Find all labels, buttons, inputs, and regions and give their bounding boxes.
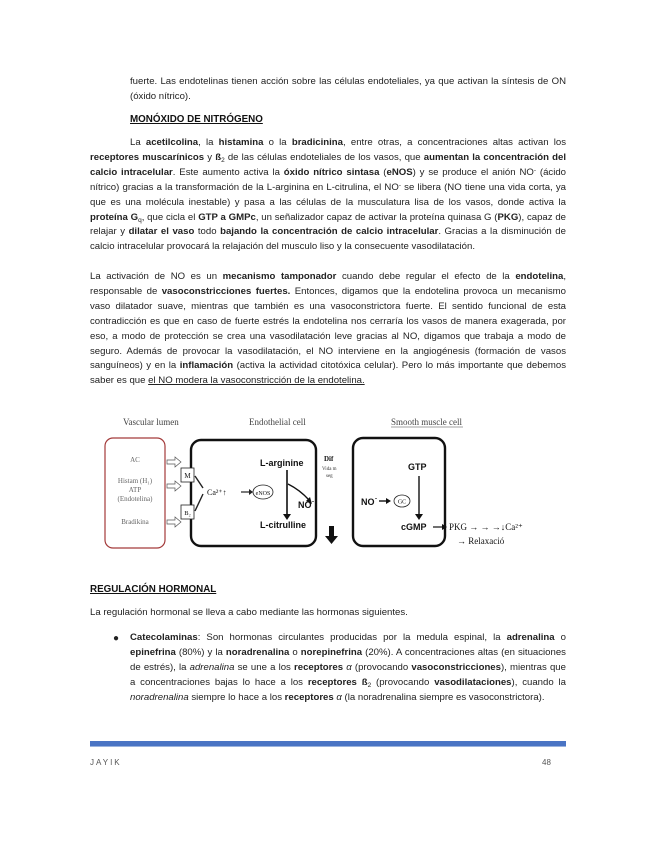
stimulus-bradykinin: Bradikina [121, 518, 149, 526]
svg-text:B₂: B₂ [184, 510, 191, 517]
label-smooth-muscle-cell: Smooth muscle cell [391, 417, 462, 427]
vida-label: Vida m [322, 467, 337, 472]
bullet-catecholamines: Catecolaminas: Son hormonas circulantes producidas por la medula espinal, la adrenalina o epinefrina (80%) y la noradrenalina o norepinefrina (20%). A concentraciones altas (en situaciones de estrés), la adrenalina se une a los receptores α (provocando vasoconstricciones), mientras que a concentraciones bajas lo hace a los receptores $ß_2$ (provocando vasodilataciones), cuando la noradrenalina siempre lo hace a los receptores α (la noradrenalina siempre es vasoconstrictora). [130, 632, 566, 703]
gtp-label: GTP [408, 462, 427, 472]
footer-rule-light [90, 746, 566, 747]
smooth-muscle-cell-box [353, 438, 445, 546]
no-smooth-label: NO˙ [361, 497, 378, 507]
section-heading-hormonal: REGULACIÓN HORMONAL [90, 584, 217, 595]
stimulus-endothelin: (Endotelina) [117, 495, 153, 503]
calcium-label: Ca²⁺↑ [207, 488, 227, 497]
svg-text:M: M [184, 472, 191, 480]
paragraph-endothelin-buffer: La activación de NO es un mecanismo tamponador cuando debe regular el efecto de la endotelina, responsable de vasoconstricciones fuertes. Entonces, digamos que la endotelina provoca un mecanismo vaso dilatador suave, mientras que también es una vasoconstrictora fuerte. El sentido funcional de esta contradicción es que en caso de fuerte estrés la endotelina nos cerraría los vasos de manera exagerada, por eso, a modo de protección se crea una vasodilatación leve gracias al NO, digamos que trabaja a modo de seguro. Además de provocar la vasodilatación, el NO interviene en la angiogénesis (formación de vasos sanguíneos) y en la inflamación (activa la actividad citotóxica celular). Pero lo más importante que debemos saber es que el NO modera la vasoconstricción de la endotelina. [90, 271, 566, 387]
down-arrow-head [325, 536, 338, 544]
label-vascular-lumen: Vascular lumen [123, 417, 179, 427]
section-heading-no: MONÓXIDO DE NITRÓGENO [130, 114, 263, 125]
stimulus-ac: AC [130, 456, 140, 464]
no-endothelial-label: NO˙ [298, 500, 315, 510]
paragraph-nitric-oxide: La acetilcolina, la histamina o la bradicinina, entre otras, a concentraciones altas activan los receptores muscarínicos y $ß_2$ de las células endoteliales de los vasos, que aumentan la concentración del calcio intracelular. Este aumento activa la óxido nítrico sintasa (eNOS) y se produce el anión NO- (ácido nítrico) gracias a la transformación de la L-arginina en L-citrulina, el NO- se libera (NO tiene una vida corta, ya que es una molécula inestable) y pasa a las células de la musculatura lisa de los vasos, donde activa la proteína $G_q$, que cicla el GTP a GMPc, un señalizador capaz de activar la proteína quinasa G (PKG), capaz de relajar y dilatar el vaso todo bajando la concentración de calcio intracelular. Gracias a la disminución de calcio intracelular provocará la relajación del musculo liso y la consecuente vasodilatación. [90, 137, 567, 253]
continuation-paragraph: fuerte. Las endotelinas tienen acción sobre las células endoteliales, ya que activan la síntesis de ON (óxido nítrico). [130, 76, 566, 102]
label-endothelial-cell: Endothelial cell [249, 417, 306, 427]
relaxation-label: → Relaxació [457, 536, 505, 546]
receptor-arrows [195, 476, 203, 511]
page-number: 48 [542, 758, 551, 767]
bullet-marker: ● [113, 633, 120, 644]
seg-label: seg [326, 474, 333, 479]
pkg-label: PKG → → →↓Ca²⁺ [449, 522, 523, 532]
no-pathway-figure [95, 410, 560, 560]
stimulus-arrow-2 [167, 481, 181, 491]
l-citrulline-label: L-citrulline [260, 520, 307, 530]
stimulus-histamine: Histam (H₁) [117, 477, 153, 485]
stimulus-arrow-3 [167, 517, 181, 527]
svg-text:eNOS: eNOS [255, 491, 271, 497]
cgmp-label: cGMP [401, 522, 427, 532]
stimulus-atp: ATP [128, 486, 142, 494]
dif-label: Dif [324, 455, 334, 463]
footer-author: JAYIK [90, 758, 122, 767]
l-arginine-label: L-arginine [260, 458, 304, 468]
svg-text:GC: GC [397, 499, 407, 506]
stimulus-arrow-1 [167, 457, 181, 467]
down-arrow-shaft [329, 526, 334, 536]
hormonal-intro: La regulación hormonal se lleva a cabo mediante las hormonas siguientes. [90, 607, 408, 618]
